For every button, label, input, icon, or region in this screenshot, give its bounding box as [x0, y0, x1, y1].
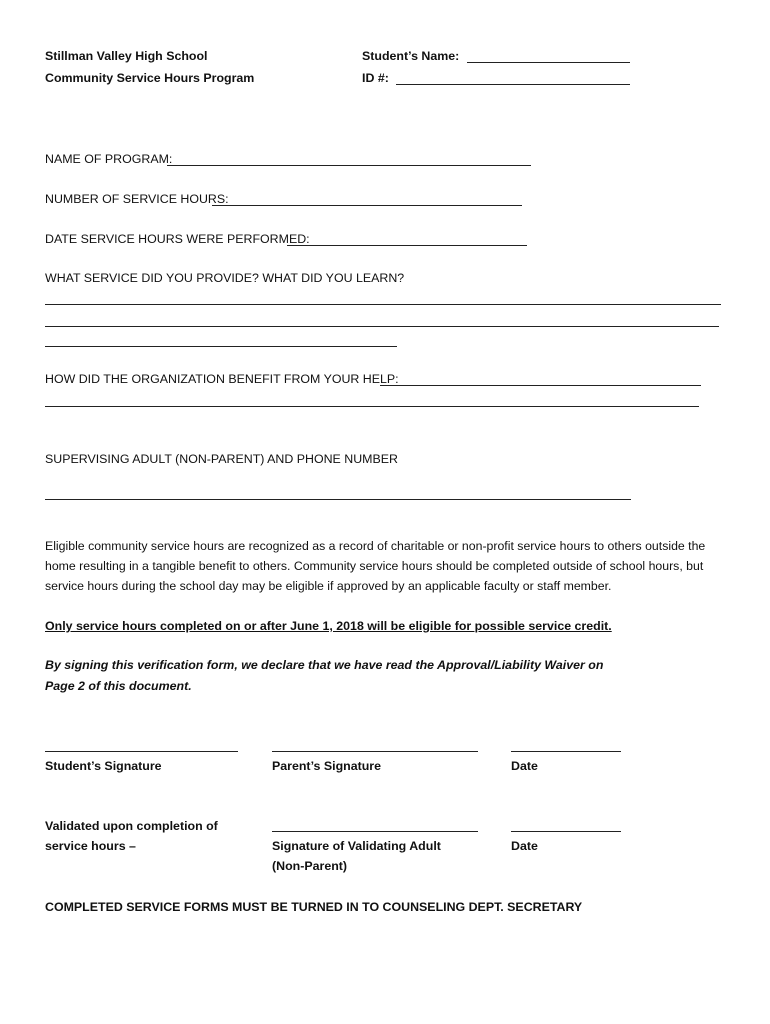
parent-signature-line[interactable] [272, 751, 478, 752]
eligibility-paragraph: Eligible community service hours are recognized as a record of charitable or non-profit service hours to others outside the home resulting in a tangible benefit to others. Community service hours should be completed outside of school hours, but service hours during the school day may be eligible if approved by an applicable faculty or staff member. [45, 539, 706, 593]
id-field[interactable] [396, 84, 630, 85]
id-label: ID #: [362, 71, 389, 85]
school-name: Stillman Valley High School [45, 49, 208, 63]
program-name-label: NAME OF PROGRAM: [45, 152, 173, 166]
service-hours-label: NUMBER OF SERVICE HOURS: [45, 192, 229, 206]
declaration-line-2: Page 2 of this document. [45, 679, 192, 693]
student-signature-line[interactable] [45, 751, 238, 752]
program-title: Community Service Hours Program [45, 71, 255, 85]
service-question-label: WHAT SERVICE DID YOU PROVIDE? WHAT DID YOU LEARN? [45, 271, 405, 285]
date-line-2[interactable] [511, 831, 621, 832]
supervisor-field[interactable] [45, 499, 631, 500]
date-performed-field[interactable] [287, 245, 527, 246]
service-hours-field[interactable] [212, 205, 522, 206]
date-performed-label: DATE SERVICE HOURS WERE PERFORMED: [45, 232, 310, 246]
benefit-question-label: HOW DID THE ORGANIZATION BENEFIT FROM YOUR HELP: [45, 372, 399, 386]
student-name-label: Student’s Name: [362, 49, 460, 63]
date-line-1[interactable] [511, 751, 621, 752]
service-answer-line-2[interactable] [45, 326, 719, 327]
program-name-field[interactable] [167, 165, 531, 166]
parent-signature-label: Parent’s Signature [272, 759, 382, 773]
declaration-line-1: By signing this verification form, we declare that we have read the Approval/Liability Waiver on [45, 658, 604, 672]
service-answer-line-3[interactable] [45, 346, 397, 347]
date-label-1: Date [511, 759, 538, 773]
benefit-answer-line-2[interactable] [45, 406, 699, 407]
service-answer-line-1[interactable] [45, 304, 721, 305]
benefit-answer-line-1[interactable] [380, 385, 701, 386]
footer-notice: COMPLETED SERVICE FORMS MUST BE TURNED IN TO COUNSELING DEPT. SECRETARY [45, 900, 583, 914]
student-signature-label: Student’s Signature [45, 759, 162, 773]
student-name-field[interactable] [467, 62, 630, 63]
validating-adult-label-2: (Non-Parent) [272, 859, 348, 873]
date-notice: Only service hours completed on or after June 1, 2018 will be eligible for possible service credit. [45, 619, 612, 633]
supervisor-label: SUPERVISING ADULT (NON-PARENT) AND PHONE NUMBER [45, 452, 398, 466]
validating-adult-label-1: Signature of Validating Adult [272, 839, 441, 853]
date-label-2: Date [511, 839, 538, 853]
validated-label-2: service hours – [45, 839, 136, 853]
validating-adult-signature-line[interactable] [272, 831, 478, 832]
validated-label-1: Validated upon completion of [45, 819, 218, 833]
